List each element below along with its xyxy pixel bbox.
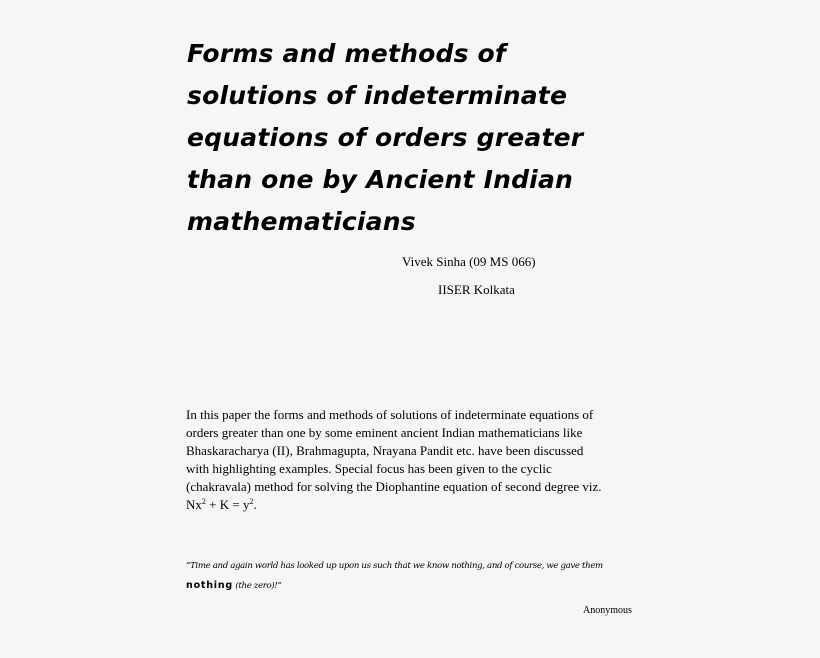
abstract-line: Bhaskaracharya (II), Brahmagupta, Nrayana Pandit etc. have been discussed <box>186 443 584 458</box>
abstract-line: (chakravala) method for solving the Diophantine equation of second degree viz. <box>186 479 602 494</box>
quote-emphasis: nothing <box>186 580 234 591</box>
title-line: mathematicians <box>187 207 416 236</box>
abstract <box>186 406 646 514</box>
equation-end: . <box>253 497 257 512</box>
quote-line <box>186 576 646 596</box>
abstract-line: orders greater than one by some eminent ancient Indian mathematicians like <box>186 425 583 440</box>
title-line: solutions of indeterminate <box>187 81 568 110</box>
paper-title <box>187 33 627 243</box>
title-line: equations of orders greater <box>187 123 584 152</box>
equation-middle: + K = y <box>205 497 250 512</box>
abstract-line: In this paper the forms and methods of solutions of indeterminate equations of <box>186 407 594 422</box>
title-line: than one by Ancient Indian <box>187 165 574 194</box>
author-affiliation: IISER Kolkata <box>438 282 515 297</box>
equation-exponent: 2 <box>249 497 254 506</box>
quote-rest: (the zero)!” <box>233 581 282 591</box>
epigraph-quote <box>186 557 646 596</box>
equation-exponent: 2 <box>201 497 206 506</box>
quote-line: “Time and again world has looked up upon us such that we know nothing, and of course, we gave them <box>186 561 603 571</box>
author-name: Vivek Sinha (09 MS 066) <box>402 254 536 269</box>
abstract-line: with highlighting examples. Special focus has been given to the cyclic <box>186 461 552 476</box>
equation-nx: Nx <box>186 497 202 512</box>
title-line: Forms and methods of <box>187 39 507 68</box>
quote-attribution: Anonymous <box>583 605 632 616</box>
pell-equation <box>186 496 646 514</box>
